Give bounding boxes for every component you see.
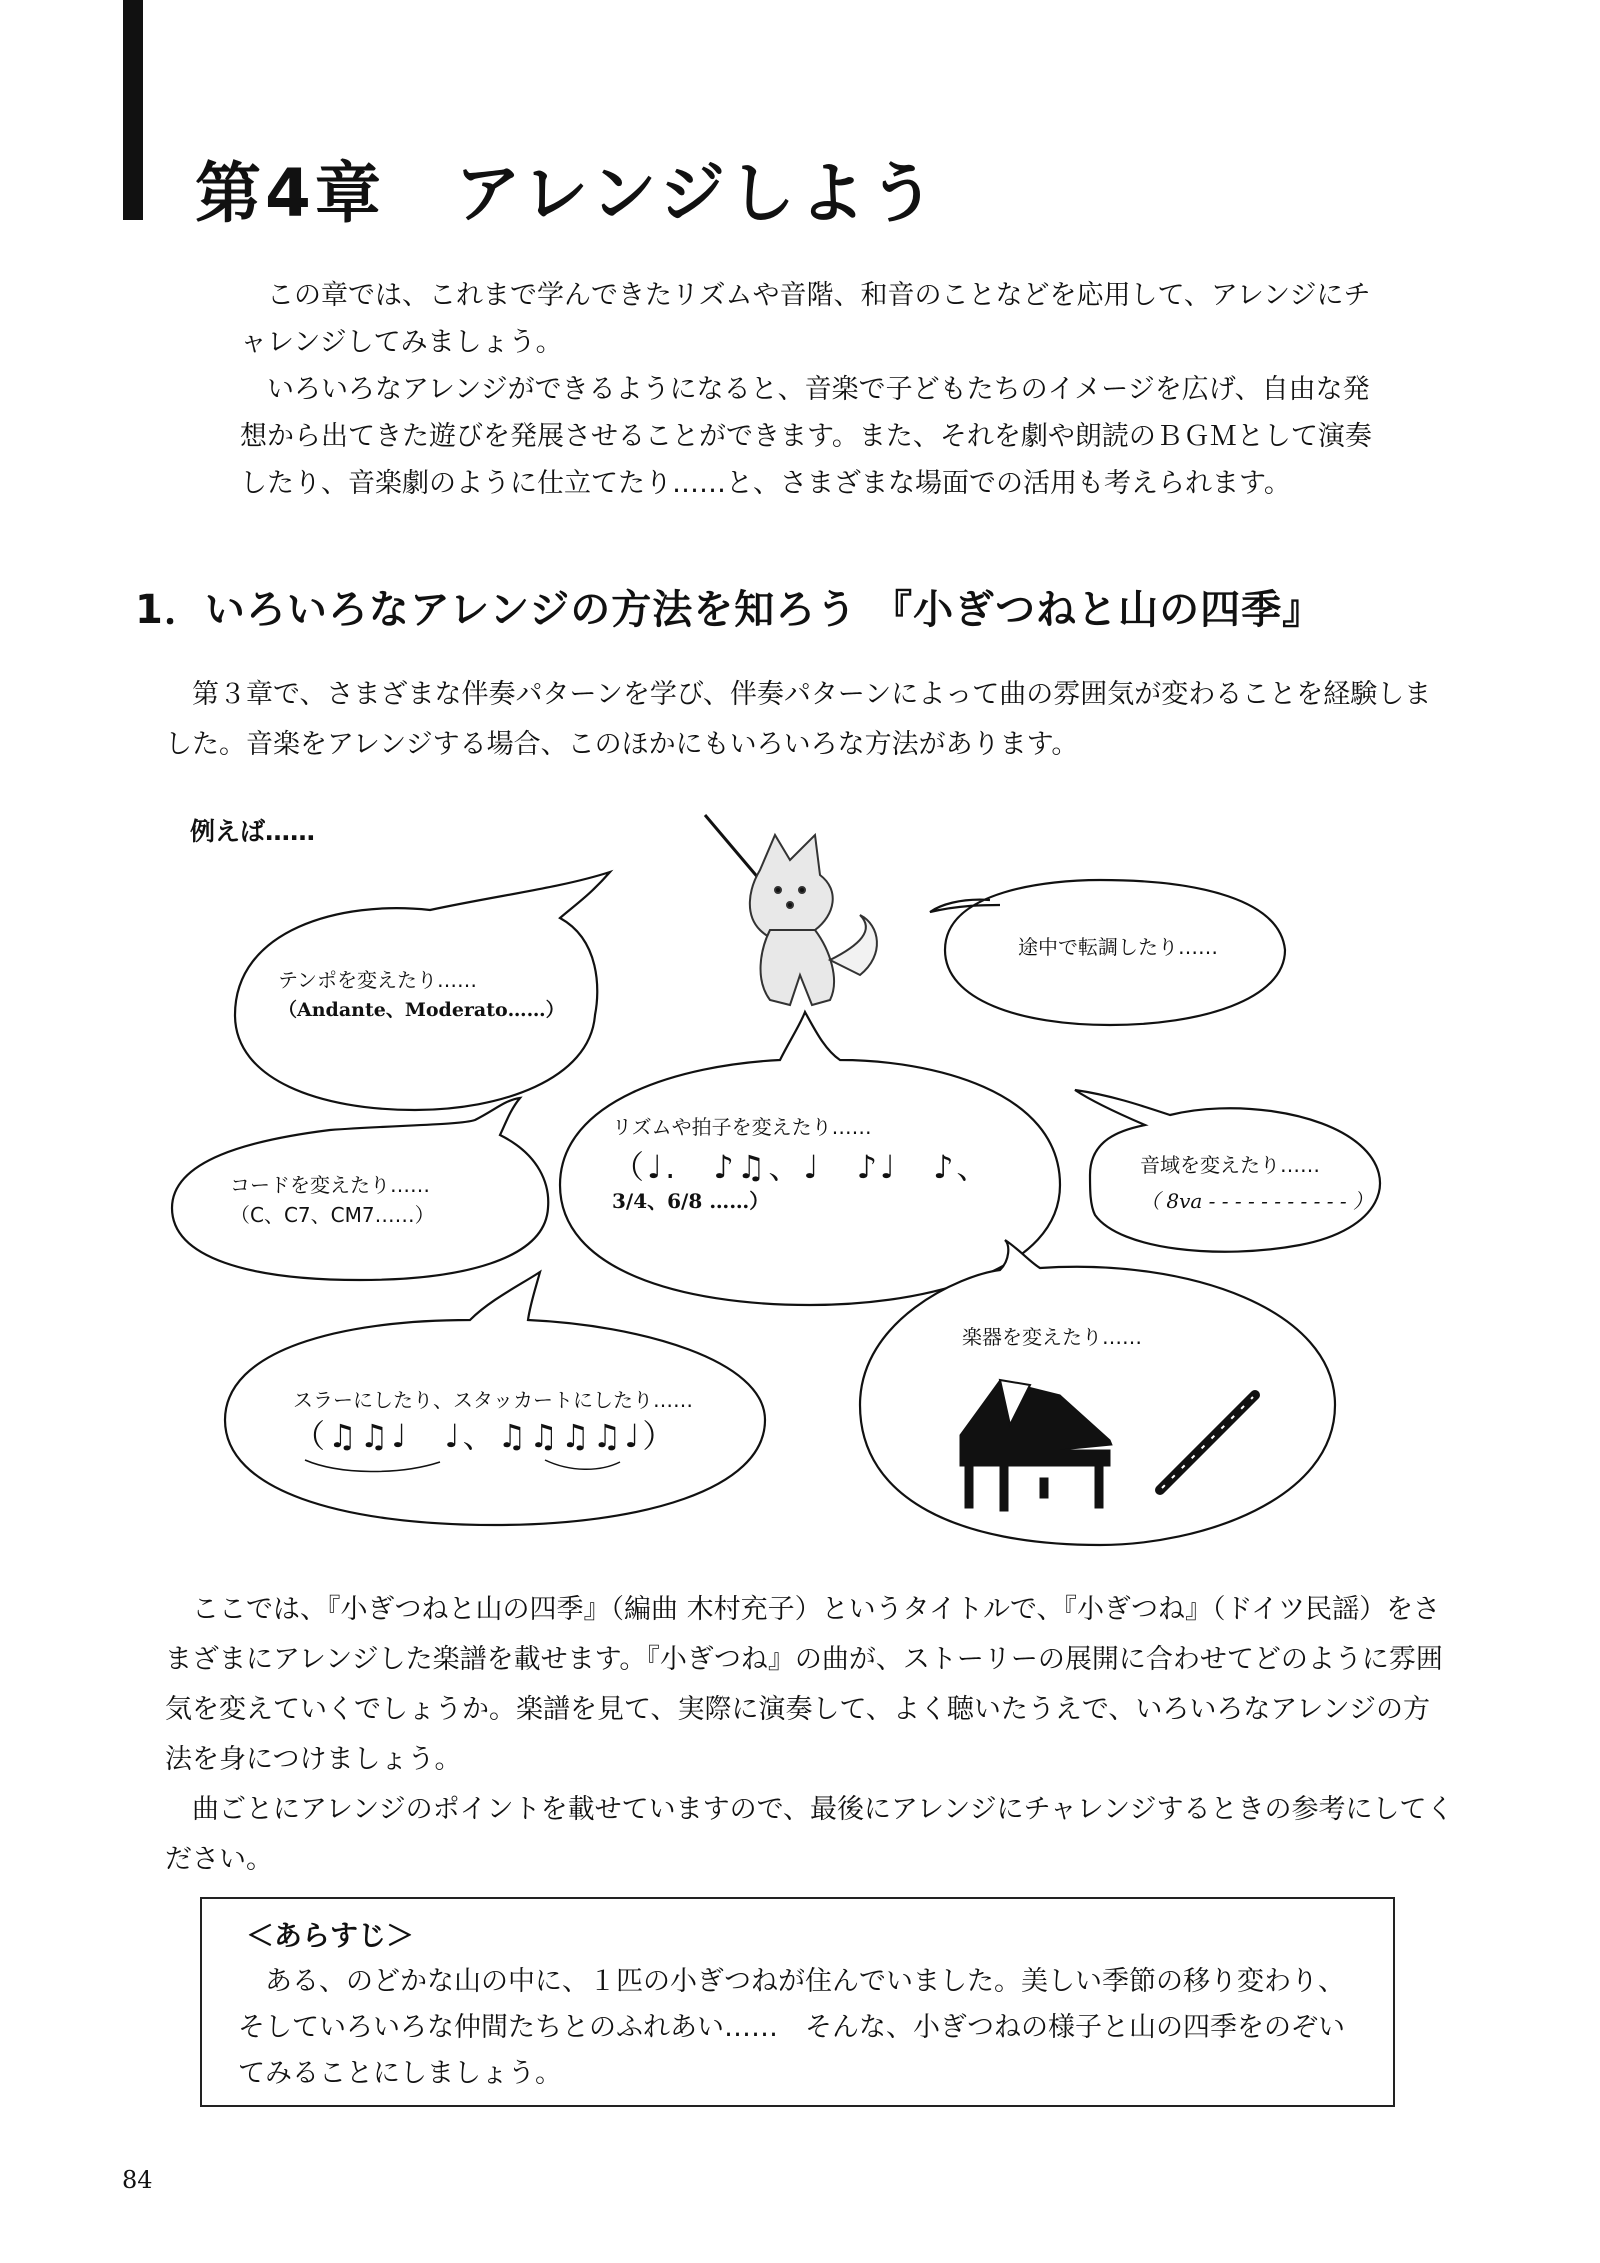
modulation-line-1: 途中で転調したり…… — [1018, 935, 1218, 959]
body-paragraph-2: 曲ごとにアレンジのポイントを載せていますので、最後にアレンジにチャレンジするときの参考にしてください。 — [165, 1794, 1454, 1875]
articulation-line-2: （♫♫♩ ♩、♫♫♫♫♩） — [293, 1417, 678, 1455]
rhythm-line-1: リズムや拍子を変えたり…… — [612, 1115, 872, 1139]
range-line-1: 音域を変えたり…… — [1140, 1153, 1320, 1177]
synopsis-text: ある、のどかな山の中に、１匹の小ぎつねが住んでいました。美しい季節の移り変わり、そしていろいろな仲間たちとのふれあい…… そんな、小ぎつねの様子と山の四季をのぞいてみることにしましょう。 — [238, 1966, 1345, 2089]
modulation-text — [1018, 932, 1218, 962]
examples-label: 例えば…… — [190, 817, 316, 846]
body-text — [165, 1585, 1455, 1885]
rhythm-line-3: 3/4、6/8 ……） — [612, 1189, 770, 1213]
rhythm-text — [612, 1112, 991, 1216]
intro-paragraph-1: この章では、これまで学んできたリズムや音階、和音のことなどを応用して、アレンジにチャレンジしてみましょう。 — [240, 280, 1371, 358]
chord-line-2: （C、C7、CM7……） — [230, 1203, 435, 1227]
instrument-line-1: 楽器を変えたり…… — [962, 1325, 1142, 1349]
chapter-title: 第4章 アレンジしよう — [195, 155, 939, 232]
synopsis-title: ＜あらすじ＞ — [246, 1919, 415, 1952]
section-paragraph-text: 第３章で、さまざまな伴奏パターンを学び、伴奏パターンによって曲の雰囲気が変わることを経験しました。音楽をアレンジする場合、このほかにもいろいろな方法があります。 — [165, 679, 1432, 760]
articulation-text — [293, 1385, 693, 1455]
tempo-line-2: （Andante、Moderato……） — [278, 999, 565, 1021]
intro-paragraph-2: いろいろなアレンジができるようになると、音楽で子どもたちのイメージを広げ、自由な発想から出てきた遊びを発展させることができます。また、それを劇や朗読のＢＧＭとして演奏したり、音楽劇のように仕立てたり……と、さまざまな場面での活用も考えられます。 — [240, 374, 1372, 499]
fox-illustration — [705, 815, 877, 1005]
section-title: 1．いろいろなアレンジの方法を知ろう 『小ぎつねと山の四季』 — [135, 587, 1324, 633]
tempo-line-1: テンポを変えたり…… — [278, 968, 477, 992]
tempo-text — [278, 965, 565, 1025]
chord-line-1: コードを変えたり…… — [230, 1173, 430, 1197]
body-paragraph-1: ここでは、『小ぎつねと山の四季』（編曲 木村充子）というタイトルで、『小ぎつね』（ドイツ民謡）をさまざまにアレンジした楽譜を載せます。『小ぎつね』の曲が、ストーリーの展開に合わせてどのように雰囲気を変えていくでしょうか。楽譜を見て、実際に演奏して、よく聴いたうえで、いろいろなアレンジの方法を身につけましょう。 — [165, 1594, 1443, 1775]
synopsis-box — [200, 1897, 1395, 2107]
articulation-line-1: スラーにしたり、スタッカートにしたり…… — [293, 1388, 693, 1412]
instrument-text — [962, 1322, 1142, 1352]
range-line-2: （ 8va - - - - - - - - - - - ） — [1140, 1189, 1373, 1213]
rhythm-line-2: （♩. ♪♫、♩ ♪♩ ♪、 — [612, 1148, 992, 1186]
page-number: 84 — [122, 2166, 153, 2194]
range-text — [1140, 1150, 1373, 1216]
chord-text — [230, 1170, 435, 1230]
